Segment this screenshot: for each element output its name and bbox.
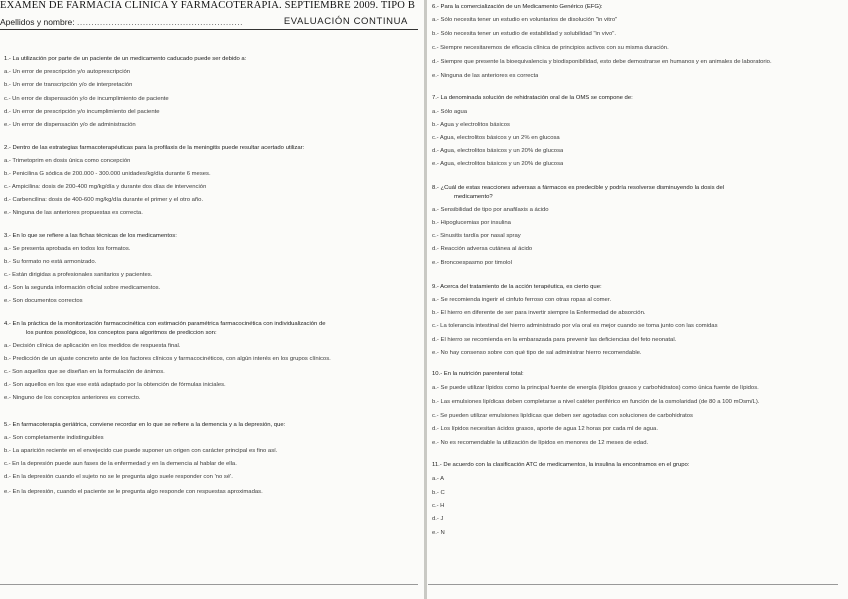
question-6: 6.- Para la comercialización de un Medicamento Genérico (EFG): (432, 4, 603, 10)
question-9: 9.- Acerca del tratamiento de la acción terapéutica, es cierto que: (432, 284, 602, 290)
option-10d: d.- Los lípidos necesitan ácidos grasos, aporte de agua 12 horas por cada ml de agua. (432, 426, 658, 432)
option-6e: e.- Ninguna de las anteriores es correcta (432, 73, 539, 79)
option-4a: a.- Decisión clínica de aplicación en los medidos de respuesta final. (4, 343, 181, 349)
page-gutter (424, 0, 427, 599)
exam-title: EXAMEN DE FARMACIA CLINICA Y FARMACOTERAPIA. SEPTIEMBRE 2009. TIPO B (0, 0, 416, 11)
option-11c: c.- H (432, 503, 445, 509)
option-8d: d.- Reacción adversa cutánea al ácido (432, 246, 533, 252)
option-5c: c.- En la depresión puede aun fases de la enfermedad y en la demencia al hablar de ella. (4, 461, 237, 467)
option-2e: e.- Ninguna de las anteriores propuestas es correcta. (4, 210, 143, 216)
option-6c: c.- Siempre necesitaremos de eficacia clínica de principios activos con su misma duración. (432, 45, 669, 51)
option-5b: b.- La aparición reciente en el envejecido cue puede suponer un origen con carácter principal es fino así. (4, 448, 278, 454)
option-9e: e.- No hay consenso sobre con qué tipo de sal administrar hierro recomendable. (432, 350, 642, 356)
option-10a: a.- Se puede utilizar lípidos como la principal fuente de energía (lípidos grasos y carbohidratos) como única fuente de lípidos. (432, 385, 759, 391)
option-7b: b.- Agua y electrolitos básicos (432, 122, 510, 128)
question-11: 11.- De acuerdo con la clasificación ATC de medicamentos, la insulina la encontramos en el grupo: (432, 462, 690, 468)
option-1d: d.- Un error de prescripción y/o incumplimiento del paciente (4, 109, 160, 115)
option-1e: e.- Un error de dispensación y/o de administración (4, 122, 136, 128)
option-9d: d.- El hierro se recomienda en la embarazada para prevenir las deficiencias del feto neonatal. (432, 337, 677, 343)
option-4c: c.- Son aquellos que se diseñan en la formulación de ánimos. (4, 369, 165, 375)
name-label: Apellidos y nombre: (0, 17, 75, 27)
option-2b: b.- Penicilina G sódica de 200.000 - 300.000 unidades/kg/día durante 6 meses. (4, 171, 211, 177)
option-2a: a.- Trimetoprim en dosis única como concepción (4, 158, 131, 164)
question-7: 7.- La denominada solución de rehidratación oral de la OMS se compone de: (432, 95, 633, 101)
option-7c: c.- Agua, electrolitos básicos y un 2% en glucosa (432, 135, 560, 141)
question-8: 8.- ¿Cuál de estas reacciones adversas a fármacos es predecible y podría resolverse disminuyendo la dosis del (432, 185, 725, 191)
option-3e: e.- Son documentos correctos (4, 298, 83, 304)
left-bottom-rule (0, 584, 418, 585)
name-line (0, 17, 418, 27)
left-page (0, 0, 423, 590)
question-10: 10.- En la nutrición parenteral total: (432, 371, 524, 377)
option-1a: a.- Un error de prescripción y/o autoprescripción (4, 69, 131, 75)
option-5d: d.- En la depresión cuando el sujeto no se le pregunta algo suele responder con 'no sé'. (4, 474, 233, 480)
option-7e: e.- Agua, electrolitos básicos y un 20% de glucosa (432, 161, 564, 167)
option-5e: e.- En la depresión, cuando el paciente se le pregunta algo responde con respuestas aproximadas. (4, 489, 263, 495)
option-6a: a.- Sólo necesita tener un estudio en voluntarios de disolución "in vitro" (432, 17, 618, 23)
right-bottom-rule (428, 584, 838, 585)
question-1: 1.- La utilización por parte de un paciente de un medicamento caducado puede ser debido a: (4, 56, 247, 62)
option-1c: c.- Un error de dispensación y/o de incumplimiento de paciente (4, 96, 169, 102)
question-4-continued: los puntos posológicos, los conceptos para algoritmos de prediccion son: (26, 330, 217, 336)
option-8a: a.- Sensibilidad de tipo por anafilaxis a ácido (432, 207, 549, 213)
name-dots: .......................................................... (77, 17, 244, 27)
option-11e: e.- N (432, 530, 445, 536)
option-10e: e.- No es recomendable la utilización de lípidos en menores de 12 meses de edad. (432, 440, 649, 446)
option-3a: a.- Se presenta aprobada en todos los formatos. (4, 246, 131, 252)
option-5a: a.- Son completamente indistinguibles (4, 435, 104, 441)
option-4e: e.- Ninguno de los conceptos anteriores es correcto. (4, 395, 141, 401)
header-rule (0, 29, 418, 30)
right-page (428, 0, 842, 590)
option-11b: b.- C (432, 490, 445, 496)
option-4b: b.- Predicción de un ajuste concreto ante de los factores clínicos y farmacocinéticos, con algún interés en los grupos clínicos. (4, 356, 331, 362)
option-3d: d.- Son la segunda información oficial sobre medicamentos. (4, 285, 161, 291)
option-9b: b.- El hierro en diferente de ser para invertir siempre la Enfermedad de absorción. (432, 310, 646, 316)
option-9a: a.- Se recomienda ingerir el cinfuto ferroso con otras ropas al comer. (432, 297, 612, 303)
option-1b: b.- Un error de transcripción y/o de interpretación (4, 82, 133, 88)
question-3: 3.- En lo que se refiere a las fichas técnicas de los medicamentos: (4, 233, 177, 239)
option-8c: c.- Sinusitis tardía por nasal spray (432, 233, 521, 239)
question-2: 2.- Dentro de las estrategias farmacoterapéuticas para la profilaxis de la meningitis puede resultar acertado utilizar: (4, 145, 305, 151)
option-8b: b.- Hipoglucemias por insulina (432, 220, 511, 226)
question-8-continued: medicamento? (454, 194, 493, 200)
option-6b: b.- Sólo necesita tener un estudio de estabilidad y solubilidad "in vivo". (432, 31, 616, 37)
option-7a: a.- Sólo agua (432, 109, 468, 115)
option-2d: d.- Carbencilina: dosis de 400-600 mg/kg/día durante el primer y el otro año. (4, 197, 204, 203)
option-7d: d.- Agua, electrolitos básicos y un 20% de glucosa (432, 148, 564, 154)
option-9c: c.- La tolerancia intestinal del hierro administrado por vía oral es mejor cuando se toma junto con las comidas (432, 323, 718, 329)
option-10c: c.- Se pueden utilizar emulsiones lipídicas que deben ser agotadas con soluciones de carbohidratos (432, 413, 693, 419)
option-3b: b.- Su formato no está armonizado. (4, 259, 97, 265)
option-10b: b.- Las emulsiones lipídicas deben completarse a nivel catéter periférico en función de la osmolaridad (de 80 a 100 mOsm/L). (432, 399, 760, 405)
option-8e: e.- Broncoespasmo por timolol (432, 260, 512, 266)
option-4d: d.- Son aquellos en los que ese está adaptado por la obtención de fórmulas iniciales. (4, 382, 226, 388)
option-11d: d.- J (432, 516, 444, 522)
evaluation-label: EVALUACIÓN CONTINUA (283, 16, 408, 27)
option-11a: a.- A (432, 476, 445, 482)
option-6d: d.- Siempre que presente la bioequivalencia y biodisponibilidad, esto debe demostrarse en humanos y en animales de laboratorio. (432, 59, 772, 65)
question-4: 4.- En la práctica de la monitorización farmacocinética con estimación paramétrica farmacocinética con individualización de (4, 321, 326, 327)
option-2c: c.- Ampicilina: dosis de 200-400 mg/kg/día y durante dos días de intervención (4, 184, 207, 190)
question-5: 5.- En farmacoterapia geriátrica, conviene recordar en lo que se refiere a la demencia y a la depresión, que: (4, 422, 286, 428)
option-3c: c.- Están dirigidas a profesionales sanitarios y pacientes. (4, 272, 153, 278)
